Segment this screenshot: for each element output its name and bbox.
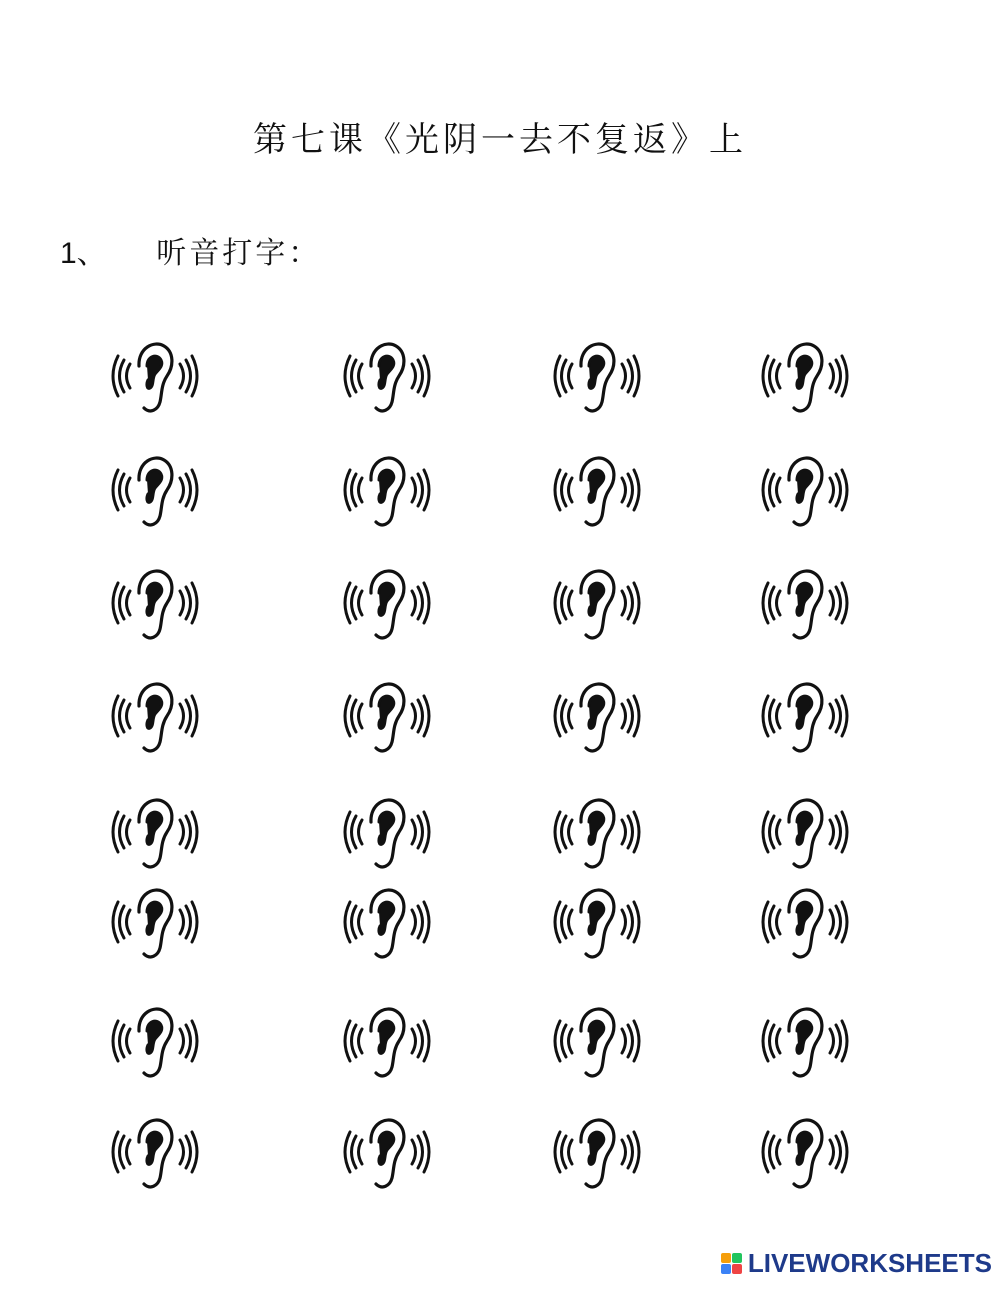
ear-sound-icon[interactable] — [342, 450, 432, 530]
ear-sound-icon[interactable] — [552, 1001, 642, 1081]
ear-sound-icon[interactable] — [552, 792, 642, 872]
ear-sound-icon[interactable] — [552, 676, 642, 756]
ear-sound-icon[interactable] — [110, 336, 200, 416]
ear-sound-icon[interactable] — [110, 676, 200, 756]
ear-sound-icon[interactable] — [342, 563, 432, 643]
ear-sound-icon[interactable] — [760, 450, 850, 530]
page-title: 第七课《光阴一去不复返》上 — [253, 120, 747, 160]
ear-sound-icon[interactable] — [110, 563, 200, 643]
ear-sound-icon[interactable] — [760, 1112, 850, 1192]
logo-square-4 — [732, 1264, 742, 1274]
ear-sound-icon[interactable] — [552, 450, 642, 530]
ear-sound-icon[interactable] — [342, 1001, 432, 1081]
ear-sound-icon[interactable] — [110, 1112, 200, 1192]
ear-sound-icon[interactable] — [760, 882, 850, 962]
ear-sound-icon[interactable] — [110, 792, 200, 872]
brand-text: LIVEWORKSHEETS — [747, 1247, 992, 1278]
question-label: 听音打字： — [156, 236, 322, 271]
ear-sound-icon[interactable] — [552, 563, 642, 643]
ear-sound-icon[interactable] — [760, 563, 850, 643]
ear-sound-icon[interactable] — [342, 1112, 432, 1192]
ear-sound-icon[interactable] — [760, 336, 850, 416]
ear-sound-icon[interactable] — [760, 676, 850, 756]
ear-sound-icon[interactable] — [760, 792, 850, 872]
ear-sound-icon[interactable] — [760, 1001, 850, 1081]
ear-sound-icon[interactable] — [342, 336, 432, 416]
ear-sound-icon[interactable] — [552, 336, 642, 416]
question-number: 1、 — [60, 237, 107, 270]
question-heading — [60, 228, 321, 272]
liveworksheets-brand — [721, 1246, 992, 1280]
ear-sound-icon[interactable] — [110, 1001, 200, 1081]
ear-sound-icon[interactable] — [342, 882, 432, 962]
logo-square-1 — [721, 1253, 731, 1263]
ear-sound-icon[interactable] — [552, 882, 642, 962]
ear-sound-icon[interactable] — [552, 1112, 642, 1192]
liveworksheets-logo-icon — [721, 1253, 742, 1274]
ear-sound-icon[interactable] — [110, 450, 200, 530]
ear-sound-icon[interactable] — [110, 882, 200, 962]
logo-square-2 — [732, 1253, 742, 1263]
ear-sound-icon[interactable] — [342, 792, 432, 872]
logo-square-3 — [721, 1264, 731, 1274]
ear-sound-icon[interactable] — [342, 676, 432, 756]
